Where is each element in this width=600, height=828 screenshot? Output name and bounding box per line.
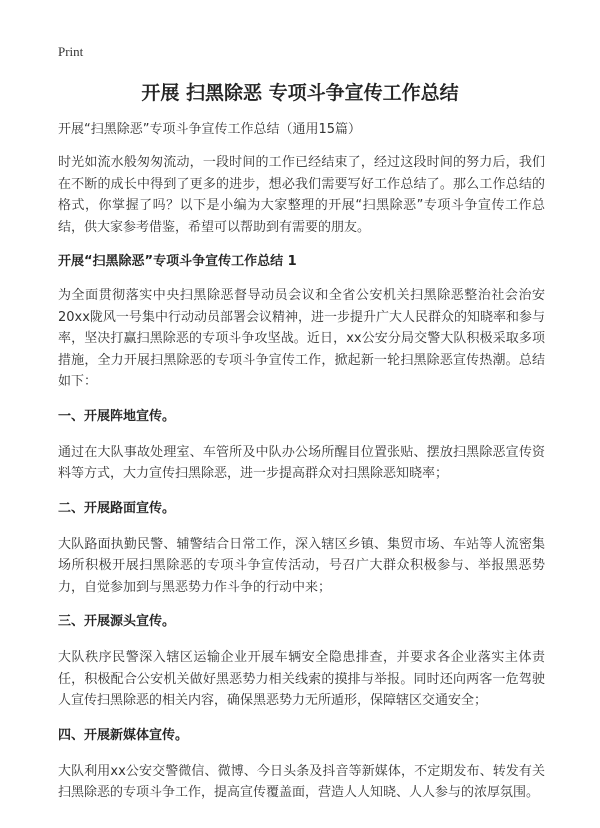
article-heading: 开展“扫黑除恶”专项斗争宣传工作总结 1 (58, 254, 297, 269)
section-heading-2: 二、开展路面宣传。 (58, 500, 176, 516)
section-heading-4: 四、开展新媒体宣传。 (58, 727, 189, 743)
section-heading-1: 一、开展阵地宣传。 (58, 408, 176, 424)
article-intro-paragraph: 为全面贯彻落实中央扫黑除恶督导动员会议和全省公安机关扫黑除恶整治社会治安20xx陇风一号集中行动动员部署会议精神，进一步提升广大人民群众的知晓率和参与率，坚决打赢扫黑除恶的专项斗争攻坚战。近日，xx公安分局交警大队积极采取多项措施，全力开展扫黑除恶的专项斗争宣传工作，掀起新一轮扫黑除恶宣传热潮。总结如下： (58, 288, 545, 389)
section-body-1: 通过在大队事故处理室、车管所及中队办公场所醒目位置张贴、摆放扫黑除恶宣传资料等方式，大力宣传扫黑除恶，进一步提高群众对扫黑除恶知晓率； (58, 444, 545, 481)
section-body-3: 大队秩序民警深入辖区运输企业开展车辆安全隐患排查，并要求各企业落实主体责任，积极配合公安机关做好黑恶势力相关线索的摸排与举报。同时还向两客一危驾驶人宣传扫黑除恶的相关内容，确保黑恶势力无所遁形，保障辖区交通安全； (58, 650, 545, 708)
print-link[interactable]: Print (58, 44, 84, 59)
document-body (58, 120, 545, 818)
section-body-4: 大队利用xx公安交警微信、微博、今日头条及抖音等新媒体，不定期发布、转发有关扫黑除恶的专项斗争工作，提高宣传覆盖面，营造人人知晓、人人参与的浓厚氛围。 (58, 763, 545, 800)
section-heading-3: 三、开展源头宣传。 (58, 614, 176, 629)
section-body-2: 大队路面执勤民警、辅警结合日常工作，深入辖区乡镇、集贸市场、车站等人流密集场所积极开展扫黑除恶的专项斗争宣传活动，号召广大群众积极参与、举报黑恶势力，自觉参加到与黑恶势力作斗争的行动中来； (58, 536, 545, 595)
page-title: 开展 扫黑除恶 专项斗争宣传工作总结 (141, 82, 459, 104)
document-subtitle: 开展“扫黑除恶”专项斗争宣传工作总结（通用15篇） (58, 122, 362, 137)
intro-paragraph: 时光如流水般匆匆流动，一段时间的工作已经结束了，经过这段时间的努力后，我们在不断的成长中得到了更多的进步，想必我们需要写好工作总结了。那么工作总结的格式，你掌握了吗？以下是小编为大家整理的开展“扫黑除恶”专项斗争宣传工作总结，供大家参考借鉴，希望可以帮助到有需要的朋友。 (58, 155, 545, 235)
